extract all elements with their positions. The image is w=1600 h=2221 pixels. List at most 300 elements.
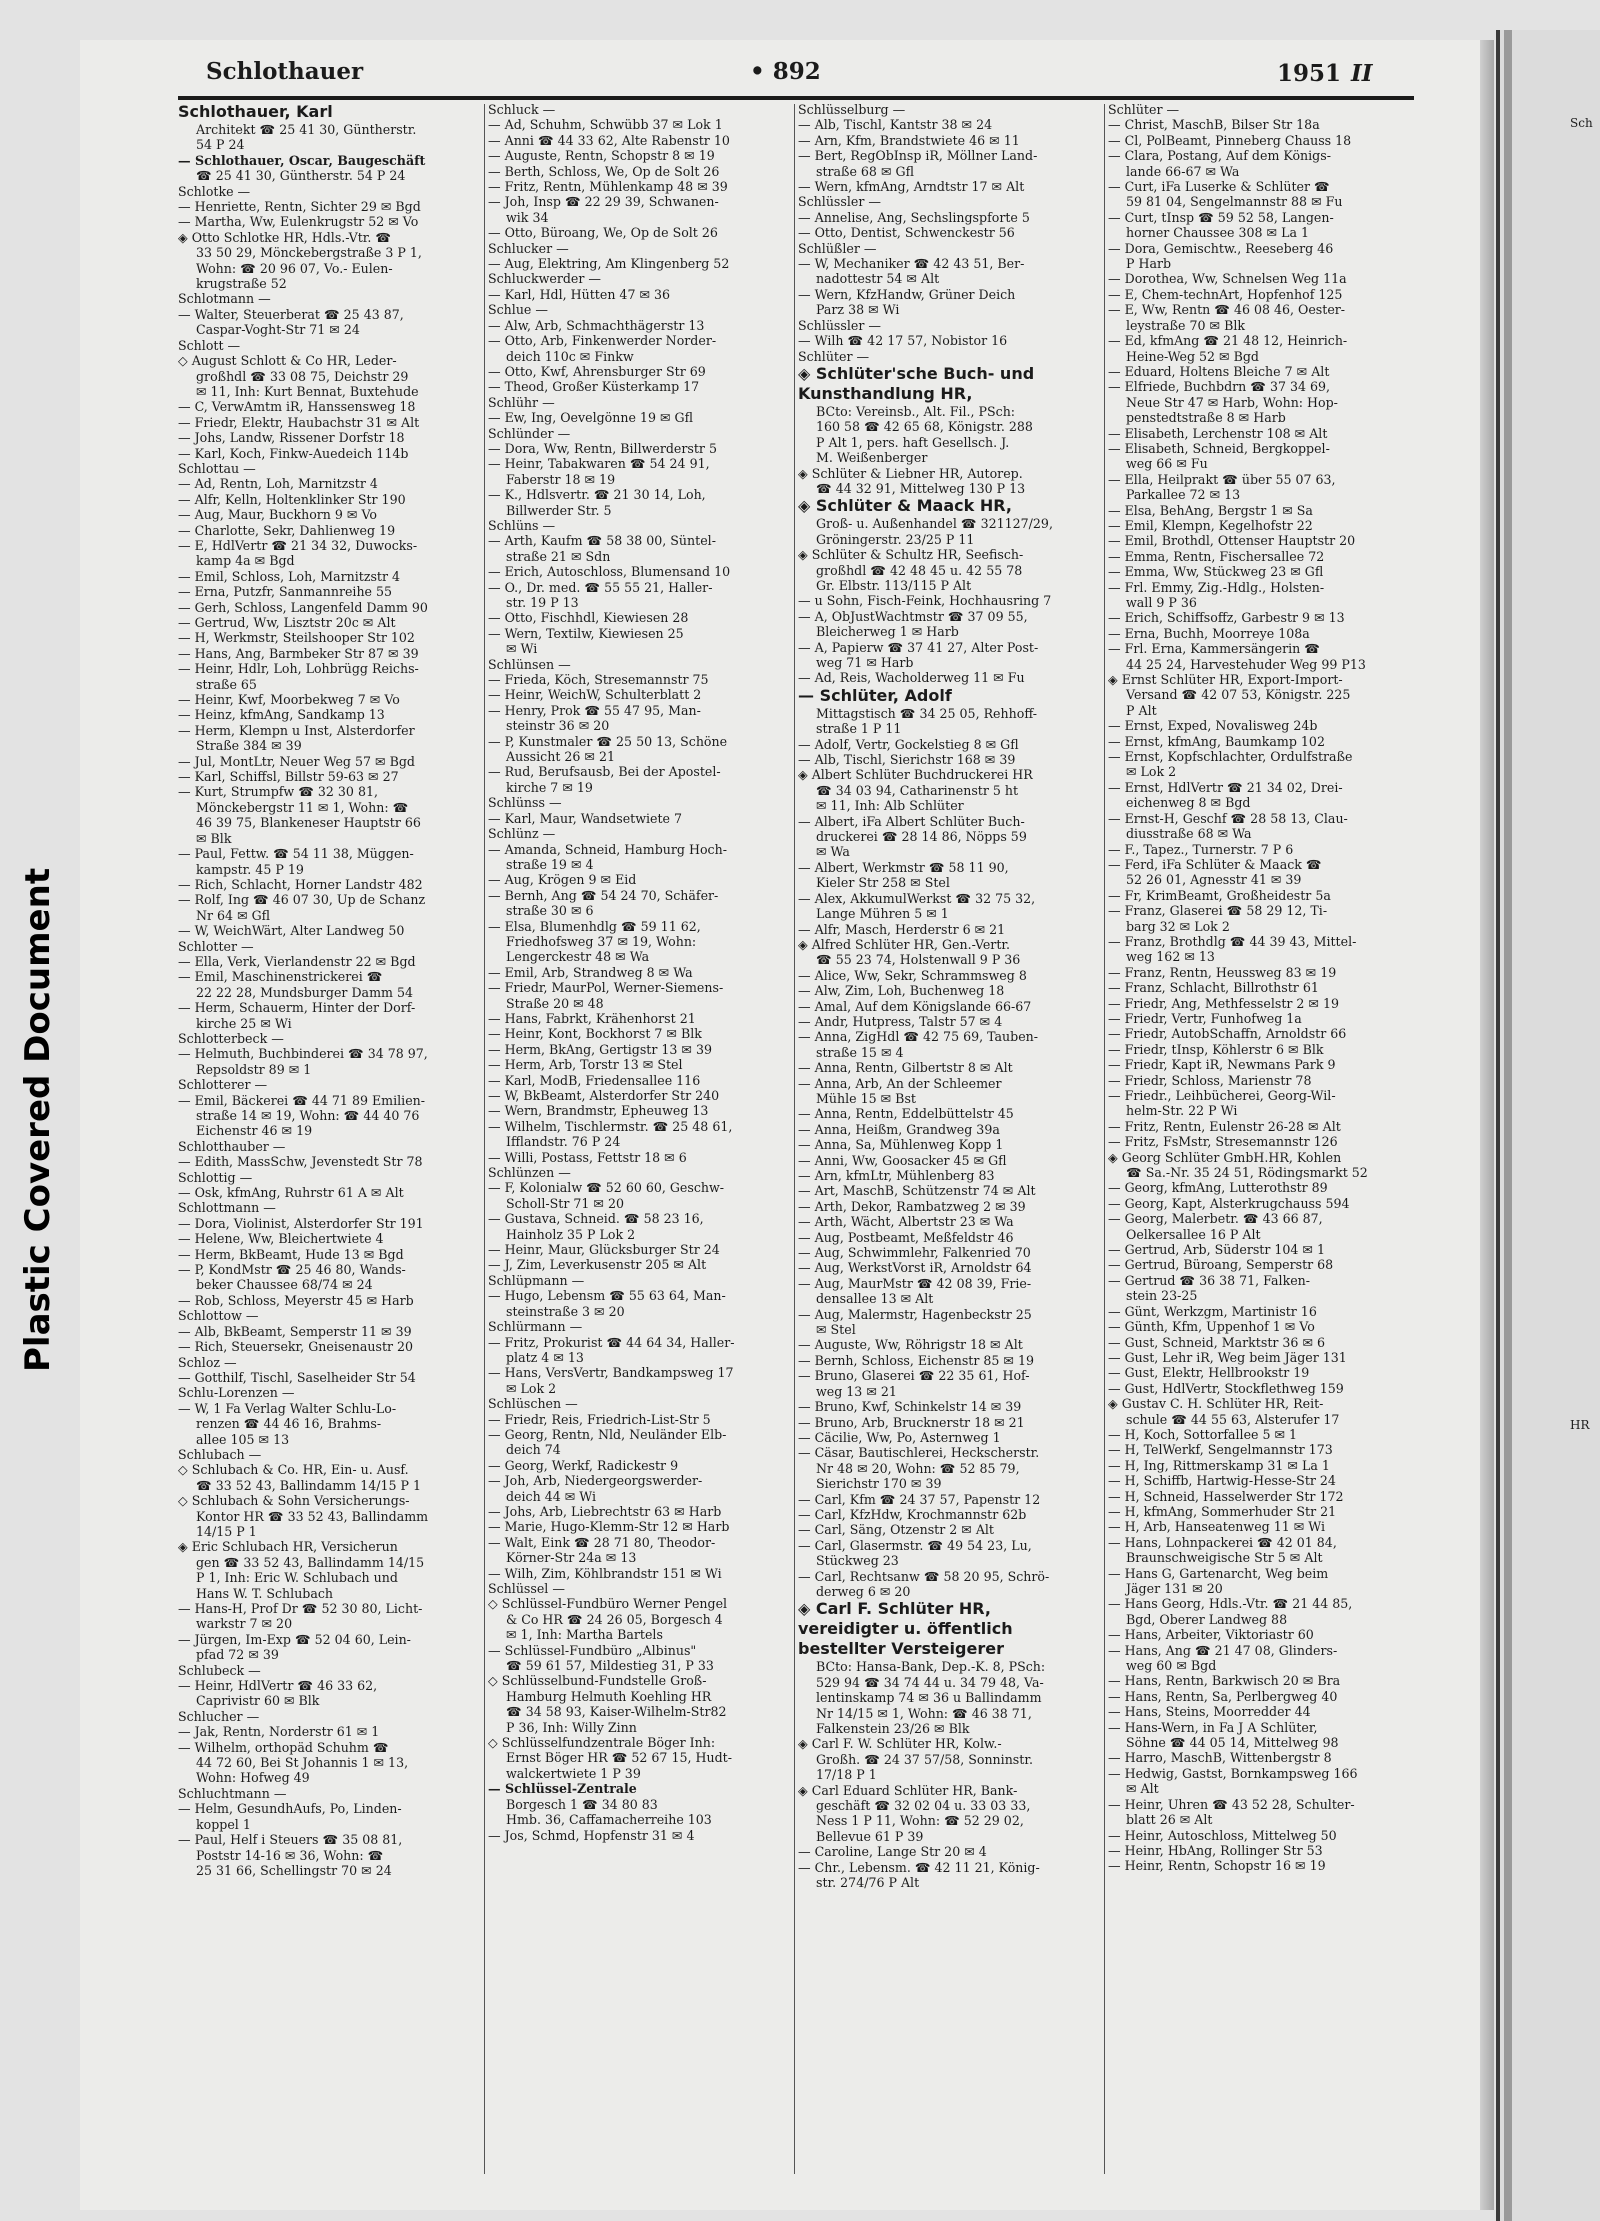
directory-entry-line: — Aug, WerkstVorst iR, Arnoldstr 64 <box>798 1260 1032 1276</box>
directory-entry-line: — Aug, Maur, Buckhorn 9 ✉ Vo <box>178 507 377 523</box>
directory-entry-line: Schlüssel — <box>488 1581 565 1596</box>
directory-entry-line: Parz 38 ✉ Wi <box>816 302 900 318</box>
directory-entry-line: — Henriette, Rentn, Sichter 29 ✉ Bgd <box>178 199 421 215</box>
directory-entry-line: — Jak, Rentn, Norderstr 61 ✉ 1 <box>178 1724 380 1740</box>
directory-entry-line: — Ed, kfmAng ☎ 21 48 12, Heinrich- <box>1108 333 1348 349</box>
directory-entry-line: — Otto, Büroang, We, Op de Solt 26 <box>488 225 718 241</box>
directory-entry-line: Schlüter — <box>798 348 870 364</box>
directory-entry-line: ◈ Eric Schlubach HR, Versicherun <box>178 1539 398 1555</box>
directory-entry-line: — Georg, Malerbetr. ☎ 43 66 87, <box>1108 1211 1323 1227</box>
directory-entry-line: ✉ Blk <box>196 830 232 846</box>
directory-entry-line: P 1, Inh: Eric W. Schlubach und <box>196 1570 398 1586</box>
directory-entry-line: Billwerder Str. 5 <box>506 502 612 518</box>
directory-entry-line: ◈ Gustav C. H. Schlüter HR, Reit- <box>1108 1396 1324 1412</box>
directory-entry-line: BCto: Hansa-Bank, Dep.-K. 8, PSch: <box>816 1659 1046 1675</box>
directory-entry-line: — Gerh, Schloss, Langenfeld Damm 90 <box>178 599 428 615</box>
directory-entry-line: straße 19 ✉ 4 <box>506 856 594 872</box>
directory-entry-line: ◈ Ernst Schlüter HR, Export-Import- <box>1108 672 1343 688</box>
directory-entry-line: — Chr., Lebensm. ☎ 42 11 21, König- <box>798 1859 1040 1875</box>
directory-entry-line: Nr 64 ✉ Gfl <box>196 907 271 923</box>
directory-entry-line: — Bruno, Glaserei ☎ 22 35 61, Hof- <box>798 1368 1030 1384</box>
directory-entry-line: kirche 7 ✉ 19 <box>506 779 593 795</box>
directory-entry-line: Schlottow — <box>178 1308 259 1324</box>
directory-entry-line: derweg 6 ✉ 20 <box>816 1583 911 1599</box>
directory-entry-line: — Ew, Ing, Oevelgönne 19 ✉ Gfl <box>488 410 693 426</box>
directory-entry-line: ◈ Carl F. W. Schlüter HR, Kolw.- <box>798 1736 1002 1752</box>
directory-entry-line: Bellevue 61 P 39 <box>816 1828 924 1844</box>
directory-entry-line: ◈ Alfred Schlüter HR, Gen.-Vertr. <box>798 936 1011 952</box>
directory-entry-line: Schlüssler — <box>798 317 881 333</box>
directory-entry-line: ◈ Schlüter'sche Buch- und <box>798 363 1035 383</box>
directory-entry-line: Kieler Str 258 ✉ Stel <box>816 875 950 891</box>
directory-entry-line: — Carl, Rechtsanw ☎ 58 20 95, Schrö- <box>798 1568 1050 1584</box>
directory-entry-line: renzen ☎ 44 46 16, Brahms- <box>196 1416 382 1432</box>
directory-entry-line: — Berth, Schloss, We, Op de Solt 26 <box>488 163 720 179</box>
directory-entry-line: — Johs, Arb, Liebrechtstr 63 ✉ Harb <box>488 1503 722 1519</box>
directory-entry-line: — Wilhelm, orthopäd Schuhm ☎ <box>178 1739 389 1755</box>
directory-entry-line: — Hans, Ang, Barmbeker Str 87 ✉ 39 <box>178 645 419 661</box>
directory-entry-line: stein 23-25 <box>1126 1288 1198 1304</box>
directory-entry-line: — Wilhelm, Tischlermstr. ☎ 25 48 61, <box>488 1118 733 1134</box>
directory-entry-line: P Alt 1, pers. haft Gesellsch. J. <box>816 434 1010 450</box>
directory-entry-line: — E, Ww, Rentn ☎ 46 08 46, Oester- <box>1108 302 1346 318</box>
directory-entry-line: ◈ Carl F. Schlüter HR, <box>798 1599 991 1619</box>
directory-entry-line: Straße 20 ✉ 48 <box>506 995 604 1011</box>
directory-entry-line: 52 26 01, Agnesstr 41 ✉ 39 <box>1126 872 1302 888</box>
directory-entry-line: — Ella, Heilprakt ☎ über 55 07 63, <box>1108 471 1336 487</box>
directory-entry-line: — Cäcilie, Ww, Po, Asternweg 1 <box>798 1429 1001 1445</box>
directory-entry-line: Straße 384 ✉ 39 <box>196 738 302 754</box>
directory-entry-line: — Hans G, Gartenarcht, Weg beim <box>1108 1565 1329 1581</box>
directory-entry-line: — Aug, Elektring, Am Klingenberg 52 <box>488 256 730 272</box>
directory-entry-line: Schlünss — <box>488 795 562 811</box>
directory-entry-line: — Aug, Postbeamt, Meßfeldstr 46 <box>798 1229 1014 1245</box>
directory-entry-line: Nr 14/15 ✉ 1, Wohn: ☎ 46 38 71, <box>816 1705 1032 1721</box>
directory-entry-line: Schlott — <box>178 337 241 353</box>
directory-entry-line: Friedhofsweg 37 ✉ 19, Wohn: <box>506 933 697 949</box>
directory-entry-line: — Theod, Großer Küsterkamp 17 <box>488 379 700 395</box>
directory-entry-line: — H, TelWerkf, Sengelmannstr 173 <box>1108 1442 1333 1458</box>
directory-entry-line: — Hans, Ang ☎ 21 47 08, Glinders- <box>1108 1642 1338 1658</box>
directory-entry-line: Schlüsselburg — <box>798 102 906 117</box>
running-head-surname: Schlothauer <box>206 58 364 85</box>
directory-entry-line: — Herm, BkBeamt, Hude 13 ✉ Bgd <box>178 1246 404 1262</box>
directory-entry-line: Versand ☎ 42 07 53, Königstr. 225 <box>1126 687 1351 703</box>
directory-entry-line: — Wilh, Zim, Köhlbrandstr 151 ✉ Wi <box>488 1565 722 1581</box>
directory-entry-line: — Joh, Insp ☎ 22 29 39, Schwanen- <box>488 194 719 210</box>
directory-entry-line: Caprivistr 60 ✉ Blk <box>196 1693 320 1709</box>
directory-entry-line: — Fr, KrimBeamt, Großheidestr 5a <box>1108 887 1331 903</box>
directory-entry-line: Mühle 15 ✉ Bst <box>816 1090 916 1106</box>
directory-entry-line: ✉ Stel <box>816 1322 856 1338</box>
directory-entry-line: — Heinr, Rentn, Schopstr 16 ✉ 19 <box>1108 1858 1326 1874</box>
directory-entry-line: ◇ Schlüsselbund-Fundstelle Groß- <box>488 1673 707 1689</box>
directory-entry-line: — Alfr, Kelln, Holtenklinker Str 190 <box>178 491 406 507</box>
directory-entry-line: — Ernst, HdlVertr ☎ 21 34 02, Drei- <box>1108 779 1343 795</box>
directory-entry-line: Faberstr 18 ✉ 19 <box>506 471 616 487</box>
directory-entry-line: — Amanda, Schneid, Hamburg Hoch- <box>488 841 727 857</box>
directory-entry-line: — F, Kolonialw ☎ 52 60 60, Geschw- <box>488 1180 725 1196</box>
directory-entry-line: — W, 1 Fa Verlag Walter Schlu-Lo- <box>178 1400 397 1416</box>
directory-entry-line: — Herm, Schauerm, Hinter der Dorf- <box>178 1000 416 1016</box>
directory-entry-line: — Otto, Fischhdl, Kiewiesen 28 <box>488 610 689 626</box>
directory-entry-line: — F., Tapez., Turnerstr. 7 P 6 <box>1108 841 1294 857</box>
directory-entry-line: — Heinr, Kwf, Moorbekweg 7 ✉ Vo <box>178 692 400 708</box>
directory-entry-line: pfad 72 ✉ 39 <box>196 1647 279 1663</box>
edition-year <box>1277 60 1373 87</box>
directory-entry-line: straße 1 P 11 <box>816 721 902 737</box>
directory-entry-line: — Carl, Glasermstr. ☎ 49 54 23, Lu, <box>798 1537 1032 1553</box>
directory-entry-line: — Anna, Arb, An der Schleemer <box>798 1075 1002 1091</box>
directory-entry-line: Hamburg Helmuth Koehling HR <box>506 1688 712 1704</box>
directory-entry-line: — Johs, Landw, Rissener Dorfstr 18 <box>178 430 405 446</box>
directory-entry-line: 54 P 24 <box>196 137 245 153</box>
directory-entry-line: — Hans, VersVertr, Bandkampsweg 17 <box>488 1365 734 1381</box>
directory-entry-line: — Erna, Buchh, Moorreye 108a <box>1108 625 1310 641</box>
directory-entry-line: — Emil, Brothdl, Ottenser Hauptstr 20 <box>1108 533 1356 549</box>
directory-entry-line: — Emil, Klempn, Kegelhofstr 22 <box>1108 517 1313 533</box>
directory-entry-line: — Fritz, Prokurist ☎ 44 64 34, Haller- <box>488 1334 735 1350</box>
page-edge-shadow <box>1480 40 1494 2210</box>
directory-entry-line: — Adolf, Vertr, Gockelstieg 8 ✉ Gfl <box>798 736 1019 752</box>
directory-entry-line: ✉ 11, Inh: Kurt Bennat, Buxtehude <box>196 383 419 399</box>
directory-entry-line: eichenweg 8 ✉ Bgd <box>1126 795 1251 811</box>
directory-entry-line: ☎ 55 23 74, Holstenwall 9 P 36 <box>816 952 1021 968</box>
directory-entry-line: — Elsa, BehAng, Bergstr 1 ✉ Sa <box>1108 502 1313 518</box>
directory-entry-line: — Rud, Berufsausb, Bei der Apostel- <box>488 764 721 780</box>
directory-entry-line: — Schlüssel-Zentrale <box>488 1781 637 1797</box>
directory-entry-line: — u Sohn, Fisch-Feink, Hochhausring 7 <box>798 593 1052 609</box>
directory-entry-line: Schlothauer, Karl <box>178 102 333 121</box>
directory-entry-line: — Rich, Steuersekr, Gneisenaustr 20 <box>178 1339 414 1355</box>
directory-entry-line: — Herm, Klempn u Inst, Alsterdorfer <box>178 722 415 738</box>
directory-entry-line: beker Chaussee 68/74 ✉ 24 <box>196 1277 373 1293</box>
directory-entry-line: — Auguste, Ww, Röhrigstr 18 ✉ Alt <box>798 1337 1023 1353</box>
directory-columns <box>178 102 1414 2182</box>
directory-entry-line: — Heinr, Autoschloss, Mittelweg 50 <box>1108 1827 1337 1843</box>
directory-entry-line: — Wilh ☎ 42 17 57, Nobistor 16 <box>798 333 1008 349</box>
directory-entry-line: straße 65 <box>196 676 257 692</box>
directory-entry-line: 44 25 24, Harvestehuder Weg 99 P13 <box>1126 656 1366 672</box>
directory-entry-line: — Franz, Brothdlg ☎ 44 39 43, Mittel- <box>1108 933 1357 949</box>
directory-entry-line: — Alfr, Masch, Herderstr 6 ✉ 21 <box>798 921 1006 937</box>
directory-entry-line: Schlünder — <box>488 425 571 441</box>
directory-entry-line: Bleicherweg 1 ✉ Harb <box>816 624 959 640</box>
directory-entry-line: — Georg, Rentn, Nld, Neuländer Elb- <box>488 1426 727 1442</box>
directory-entry-line: weg 60 ✉ Bgd <box>1126 1658 1217 1674</box>
directory-entry-line: Schlürmann — <box>488 1319 583 1335</box>
directory-entry-line: 59 81 04, Sengelmannstr 88 ✉ Fu <box>1126 194 1343 210</box>
directory-entry-line: ☎ 44 32 91, Mittelweg 130 P 13 <box>816 480 1026 496</box>
directory-entry-line: — Friedr, MaurPol, Werner-Siemens- <box>488 980 724 996</box>
directory-entry-line: Schlüssler — <box>798 194 881 210</box>
directory-entry-line: — Heinz, kfmAng, Sandkamp 13 <box>178 707 385 723</box>
directory-entry-line: — Karl, ModB, Friedensallee 116 <box>488 1072 701 1088</box>
directory-entry-line: — Friedr, Vertr, Funhofweg 1a <box>1108 1010 1302 1026</box>
directory-entry-line: — Aug, Krögen 9 ✉ Eid <box>488 872 637 888</box>
directory-entry-line: — H, Schiffb, Hartwig-Hesse-Str 24 <box>1108 1473 1336 1489</box>
directory-entry-line: M. Weißenberger <box>816 450 928 466</box>
directory-entry-line: — Dora, Ww, Rentn, Billwerderstr 5 <box>488 440 717 456</box>
directory-entry-line: — Alw, Arb, Schmachthägerstr 13 <box>488 317 705 333</box>
directory-entry-line: walckertwiete 1 P 39 <box>506 1765 641 1781</box>
directory-entry-line: Schlühr — <box>488 394 555 410</box>
directory-entry-line: steinstr 36 ✉ 20 <box>506 718 610 734</box>
directory-entry-line: Kontor HR ☎ 33 52 43, Ballindamm <box>196 1508 429 1524</box>
directory-entry-line: Kunsthandlung HR, <box>798 383 973 403</box>
directory-entry-line: — Jürgen, Im-Exp ☎ 52 04 60, Lein- <box>178 1631 411 1647</box>
directory-entry-line: — H, kfmAng, Sommerhuder Str 21 <box>1108 1503 1337 1519</box>
directory-entry-line: — Fritz, Rentn, Eulenstr 26-28 ✉ Alt <box>1108 1118 1341 1134</box>
directory-entry-line: Parkallee 72 ✉ 13 <box>1126 487 1241 503</box>
directory-entry-line: — Franz, Rentn, Heussweg 83 ✉ 19 <box>1108 964 1337 980</box>
directory-entry-line: Bgd, Oberer Landweg 88 <box>1126 1611 1288 1627</box>
directory-entry-line: Eichenstr 46 ✉ 19 <box>196 1123 313 1139</box>
directory-entry-line: — Marie, Hugo-Klemm-Str 12 ✉ Harb <box>488 1519 730 1535</box>
directory-entry-line: — Helmuth, Buchbinderei ☎ 34 78 97, <box>178 1046 428 1062</box>
directory-entry-line: — Gust, HdlVertr, Stockflethweg 159 <box>1108 1380 1344 1396</box>
directory-entry-line: — Emil, Arb, Strandweg 8 ✉ Wa <box>488 964 693 980</box>
directory-entry-line: allee 105 ✉ 13 <box>196 1431 290 1447</box>
directory-entry-line: — Carl, KfzHdw, Krochmannstr 62b <box>798 1506 1027 1522</box>
directory-entry-line: ◇ August Schlott & Co HR, Leder- <box>178 353 397 369</box>
directory-entry-line: straße 68 ✉ Gfl <box>816 163 914 179</box>
directory-entry-line: ✉ 11, Inh: Alb Schlüter <box>816 798 964 814</box>
directory-entry-line: — Aug, Malermstr, Hagenbeckstr 25 <box>798 1306 1032 1322</box>
directory-entry-line: Wohn: ☎ 20 96 07, Vo.- Eulen- <box>196 260 393 276</box>
directory-entry-line: — Gust, Elektr, Hellbrookstr 19 <box>1108 1365 1310 1381</box>
directory-entry-line: 46 39 75, Blankeneser Hauptstr 66 <box>196 815 421 831</box>
directory-entry-line: densallee 13 ✉ Alt <box>816 1291 934 1307</box>
directory-entry-line: — Walter, Steuerberat ☎ 25 43 87, <box>178 306 404 322</box>
directory-entry-line: — Wern, Textilw, Kiewiesen 25 <box>488 625 684 641</box>
directory-entry-line: — Gertrud ☎ 36 38 71, Falken- <box>1108 1272 1311 1288</box>
directory-entry-line: Groß- u. Außenhandel ☎ 321127/29, <box>816 516 1053 532</box>
binding-edge <box>1504 30 1512 2221</box>
directory-entry-line: — Anna, Rentn, Eddelbüttelstr 45 <box>798 1106 1014 1122</box>
directory-entry-line: lentinskamp 74 ✉ 36 u Ballindamm <box>816 1690 1042 1706</box>
directory-entry-line: ◈ Albert Schlüter Buchdruckerei HR <box>798 767 1033 783</box>
directory-entry-line: — Erich, Autoschloss, Blumensand 10 <box>488 564 731 580</box>
directory-entry-line: — Gust, Schneid, Marktstr 36 ✉ 6 <box>1108 1334 1326 1350</box>
directory-entry-line: — A, ObJustWachtmstr ☎ 37 09 55, <box>798 608 1028 624</box>
directory-entry-line: — Elisabeth, Lerchenstr 108 ✉ Alt <box>1108 425 1328 441</box>
directory-entry-line: — Anna, Sa, Mühlenweg Kopp 1 <box>798 1137 1004 1153</box>
directory-entry-line: — Eduard, Holtens Bleiche 7 ✉ Alt <box>1108 363 1330 379</box>
directory-entry-line: Hmb. 36, Caffamacherreihe 103 <box>506 1812 712 1828</box>
directory-entry-line: — Arn, Kfm, Brandstwiete 46 ✉ 11 <box>798 132 1020 148</box>
directory-entry-line: Schlüns — <box>488 517 556 533</box>
directory-entry-line: — Christ, MaschB, Bilser Str 18a <box>1108 117 1320 133</box>
directory-entry-line: ◈ Otto Schlotke HR, Hdls.-Vtr. ☎ <box>178 229 392 245</box>
directory-entry-line: Neue Str 47 ✉ Harb, Wohn: Hop- <box>1126 394 1338 410</box>
directory-entry-line: Gröningerstr. 23/25 P 11 <box>816 531 975 547</box>
directory-entry-line: Schlotke — <box>178 183 251 199</box>
directory-entry-line: Schluckwerder — <box>488 271 601 287</box>
directory-entry-line: Wohn: Hofweg 49 <box>196 1770 310 1786</box>
directory-entry-line: — K., Hdlsvertr. ☎ 21 30 14, Loh, <box>488 487 706 503</box>
directory-entry-line: — Anni, Ww, Goosacker 45 ✉ Gfl <box>798 1152 1007 1168</box>
directory-entry-line: — Bernh, Schloss, Eichenstr 85 ✉ 19 <box>798 1352 1034 1368</box>
directory-entry-line: — Otto, Kwf, Ahrensburger Str 69 <box>488 363 706 379</box>
page-header <box>100 50 1420 102</box>
directory-entry-line: — P, Kunstmaler ☎ 25 50 13, Schöne <box>488 733 728 749</box>
directory-entry-line: warkstr 7 ✉ 20 <box>196 1616 293 1632</box>
directory-entry-line: — Amal, Auf dem Königslande 66-67 <box>798 998 1032 1014</box>
directory-entry-line: — Hans-Wern, in Fa J A Schlüter, <box>1108 1719 1318 1735</box>
directory-entry-line: Architekt ☎ 25 41 30, Güntherstr. <box>196 122 417 137</box>
directory-entry-line: Oelkersallee 16 P Alt <box>1126 1226 1261 1242</box>
directory-entry-line: — Dora, Gemischtw., Reeseberg 46 <box>1108 240 1334 256</box>
directory-entry-line: — Friedr, Reis, Friedrich-List-Str 5 <box>488 1411 711 1427</box>
directory-entry-line: kampstr. 45 P 19 <box>196 861 304 877</box>
directory-entry-line: — Kurt, Strumpfw ☎ 32 30 81, <box>178 784 378 800</box>
directory-entry-line: — Wern, KfzHandw, Grüner Deich <box>798 286 1016 302</box>
directory-entry-line: — Annelise, Ang, Sechslingspforte 5 <box>798 209 1030 225</box>
directory-entry-line: — Georg, Werkf, Radickestr 9 <box>488 1457 679 1473</box>
directory-entry-line: — Cl, PolBeamt, Pinneberg Chauss 18 <box>1108 132 1352 148</box>
directory-entry-line: — A, Papierw ☎ 37 41 27, Alter Post- <box>798 639 1039 655</box>
directory-entry-line: blatt 26 ✉ Alt <box>1126 1812 1213 1828</box>
directory-entry-line: — Fritz, Rentn, Mühlenkamp 48 ✉ 39 <box>488 179 728 195</box>
directory-entry-line: — Carl, Kfm ☎ 24 37 57, Papenstr 12 <box>798 1491 1041 1507</box>
directory-entry-line: Schlottig — <box>178 1169 253 1185</box>
directory-entry-line: — Rolf, Ing ☎ 46 07 30, Up de Schanz <box>178 892 426 908</box>
directory-entry-line: — Hans, Steins, Moorredder 44 <box>1108 1704 1311 1720</box>
directory-entry-line: — H, Ing, Rittmerskamp 31 ✉ La 1 <box>1108 1457 1330 1473</box>
directory-entry-line: Schluchtmann — <box>178 1785 287 1801</box>
directory-entry-line: Ifflandstr. 76 P 24 <box>506 1134 621 1150</box>
directory-entry-line: — Arn, kfmLtr, Mühlenberg 83 <box>798 1168 995 1183</box>
directory-entry-line: straße 14 ✉ 19, Wohn: ☎ 44 40 76 <box>196 1108 420 1123</box>
directory-entry-line: Falkenstein 23/26 ✉ Blk <box>816 1721 970 1736</box>
directory-entry-line: — Heinr, HbAng, Rollinger Str 53 <box>1108 1842 1323 1858</box>
directory-entry-line: ◇ Schlüssel-Fundbüro Werner Pengel <box>488 1596 728 1612</box>
directory-entry-line: — Aug, MaurMstr ☎ 42 08 39, Frie- <box>798 1275 1032 1291</box>
directory-entry-line: — Hedwig, Gastst, Bornkampsweg 166 <box>1108 1765 1358 1781</box>
directory-entry-line: — Hans-H, Prof Dr ☎ 52 30 80, Licht- <box>178 1601 423 1616</box>
adjacent-page-edge <box>1496 30 1600 2221</box>
directory-entry-line: ✉ Alt <box>1126 1781 1159 1797</box>
directory-column-4 <box>1108 102 1405 2182</box>
directory-entry-line: — Jos, Schmd, Hopfenstr 31 ✉ 4 <box>488 1827 695 1843</box>
directory-column-2 <box>488 102 785 2182</box>
directory-entry-line: — Schlüter, Adolf <box>798 685 952 705</box>
directory-entry-line: — Dorothea, Ww, Schnelsen Weg 11a <box>1108 271 1347 287</box>
directory-entry-line: — Ernst, kfmAng, Baumkamp 102 <box>1108 733 1325 749</box>
directory-entry-line: — Friedr, AutobSchaffn, Arnoldstr 66 <box>1108 1026 1347 1042</box>
directory-entry-line: P Harb <box>1126 256 1172 272</box>
directory-entry-line: — Aug, Schwimmlehr, Falkenried 70 <box>798 1245 1031 1261</box>
directory-entry-line: — Alex, AkkumulWerkst ☎ 32 75 32, <box>798 890 1036 906</box>
directory-entry-line: — Curt, tInsp ☎ 59 52 58, Langen- <box>1108 209 1334 225</box>
directory-entry-line: — Elsa, Blumenhdlg ☎ 59 11 62, <box>488 918 701 934</box>
directory-entry-line: — Erna, Putzfr, Sanmannreihe 55 <box>178 584 393 600</box>
directory-entry-line: 44 72 60, Bei St Johannis 1 ✉ 13, <box>196 1755 409 1771</box>
directory-entry-line: — Helene, Ww, Bleichertwiete 4 <box>178 1231 384 1247</box>
directory-entry-line: ☎ 59 61 57, Mildestieg 31, P 33 <box>506 1658 714 1674</box>
directory-entry-line: Scholl-Str 71 ✉ 20 <box>506 1195 625 1211</box>
directory-entry-line: Repsoldstr 89 ✉ 1 <box>196 1061 312 1077</box>
directory-entry-line: — Helm, GesundhAufs, Po, Linden- <box>178 1801 402 1817</box>
directory-entry-line: Schlucker — <box>488 240 569 256</box>
directory-entry-line: — Herm, Arb, Torstr 13 ✉ Stel <box>488 1057 683 1073</box>
directory-entry-line: Hainholz 35 P Lok 2 <box>506 1226 636 1242</box>
directory-entry-line: Schlüßler — <box>798 240 877 256</box>
directory-entry-line: — Erich, Schiffsoffz, Garbestr 9 ✉ 13 <box>1108 610 1345 626</box>
directory-entry-line: — H, Koch, Sottorfallee 5 ✉ 1 <box>1108 1426 1298 1442</box>
directory-entry-line: ☎ 25 41 30, Güntherstr. 54 P 24 <box>196 168 406 184</box>
directory-entry-line: — Arth, Dekor, Rambatzweg 2 ✉ 39 <box>798 1198 1026 1214</box>
directory-entry-line: Mönckebergstr 11 ✉ 1, Wohn: ☎ <box>196 799 409 815</box>
directory-entry-line: Schlüschen — <box>488 1396 578 1412</box>
directory-entry-line: Schlu-Lorenzen — <box>178 1385 295 1401</box>
directory-entry-line: & Co HR ☎ 24 26 05, Borgesch 4 <box>506 1611 723 1627</box>
directory-entry-line: straße 21 ✉ Sdn <box>506 548 611 564</box>
directory-entry-line: weg 162 ✉ 13 <box>1126 949 1215 965</box>
directory-entry-line: 14/15 P 1 <box>196 1523 257 1539</box>
directory-entry-line: — Heinr, WeichW, Schulterblatt 2 <box>488 687 702 703</box>
directory-entry-line: — Gustava, Schneid. ☎ 58 23 16, <box>488 1211 704 1227</box>
directory-entry-line: Ernst Böger HR ☎ 52 67 15, Hudt- <box>506 1750 732 1766</box>
directory-entry-line: — Friedr, Ang, Methfesselstr 2 ✉ 19 <box>1108 995 1339 1011</box>
directory-entry-line: 33 50 29, Mönckebergstraße 3 P 1, <box>196 245 422 261</box>
directory-column-1 <box>178 102 475 2182</box>
directory-entry-line: — Fritz, FsMstr, Stresemannstr 126 <box>1108 1134 1338 1150</box>
directory-entry-line: — Alw, Zim, Loh, Buchenweg 18 <box>798 983 1005 999</box>
directory-entry-line: — H, Werkmstr, Steilshooper Str 102 <box>178 630 415 646</box>
directory-entry-line: weg 66 ✉ Fu <box>1126 456 1208 472</box>
directory-entry-line: — J, Zim, Leverkusenstr 205 ✉ Alt <box>488 1257 707 1273</box>
directory-entry-line: Schloz — <box>178 1354 237 1370</box>
directory-entry-line: weg 13 ✉ 21 <box>816 1383 897 1399</box>
directory-entry-line: Stückweg 23 <box>816 1553 899 1569</box>
directory-entry-line: — Albert, Werkmstr ☎ 58 11 90, <box>798 859 1009 875</box>
directory-entry-line: — Gertrud, Ww, Lisztstr 20c ✉ Alt <box>178 615 396 630</box>
directory-entry-line: Borgesch 1 ☎ 34 80 83 <box>506 1796 658 1812</box>
directory-entry-line: — E, Chem-technArt, Hopfenhof 125 <box>1108 286 1343 302</box>
directory-entry-line: Söhne ☎ 44 05 14, Mittelweg 98 <box>1126 1735 1339 1751</box>
directory-entry-line: — Anna, Heißm, Grandweg 39a <box>798 1121 1000 1137</box>
directory-entry-line: — Karl, Koch, Finkw-Auedeich 114b <box>178 445 409 461</box>
directory-entry-line: ◈ Schlüter & Schultz HR, Seefisch- <box>798 547 1024 563</box>
directory-entry-line: — Cäsar, Bautischlerei, Heckscherstr. <box>798 1445 1040 1461</box>
directory-entry-line: — Ad, Rentn, Loh, Marnitzstr 4 <box>178 476 378 492</box>
directory-entry-line: — Walt, Eink ☎ 28 71 80, Theodor- <box>488 1534 716 1550</box>
directory-entry-line: — Hans, Rentn, Barkwisch 20 ✉ Bra <box>1108 1673 1341 1689</box>
directory-entry-line: — Georg, Kapt, Alsterkrugchauss 594 <box>1108 1195 1350 1211</box>
directory-entry-line: ◇ Schlüsselfundzentrale Böger Inh: <box>488 1735 716 1751</box>
directory-entry-line: — Wern, kfmAng, Arndtstr 17 ✉ Alt <box>798 179 1025 195</box>
directory-entry-line: — Ferd, iFa Schlüter & Maack ☎ <box>1108 856 1322 872</box>
directory-entry-line: kirche 25 ✉ Wi <box>196 1015 292 1031</box>
directory-entry-line: Schlotmann — <box>178 291 271 307</box>
directory-entry-line: — Georg, kfmAng, Lutterothstr 89 <box>1108 1180 1328 1196</box>
directory-entry-line: druckerei ☎ 28 14 86, Nöpps 59 <box>816 829 1027 845</box>
directory-entry-line: — Ella, Verk, Vierlandenstr 22 ✉ Bgd <box>178 953 416 969</box>
directory-entry-line: — C, VerwAmtm iR, Hanssensweg 18 <box>178 399 416 415</box>
directory-entry-line: wik 34 <box>506 209 549 225</box>
directory-entry-line: — Jul, MontLtr, Neuer Weg 57 ✉ Bgd <box>178 753 415 769</box>
directory-entry-line: P 36, Inh: Willy Zinn <box>506 1719 637 1735</box>
directory-entry-line: Lengerckestr 48 ✉ Wa <box>506 949 650 965</box>
adjacent-page-fragment: Sch <box>1570 116 1593 130</box>
directory-entry-line: — Elfriede, Buchbdrn ☎ 37 34 69, <box>1108 379 1331 395</box>
directory-entry-line: — Rich, Schlacht, Horner Landstr 482 <box>178 876 423 892</box>
directory-entry-line: — Heinr, HdlVertr ☎ 46 33 62, <box>178 1678 378 1694</box>
directory-entry-line: 22 22 28, Mundsburger Damm 54 <box>196 984 413 1000</box>
directory-entry-line: ☎ 34 58 93, Kaiser-Wilhelm-Str82 <box>506 1704 727 1720</box>
